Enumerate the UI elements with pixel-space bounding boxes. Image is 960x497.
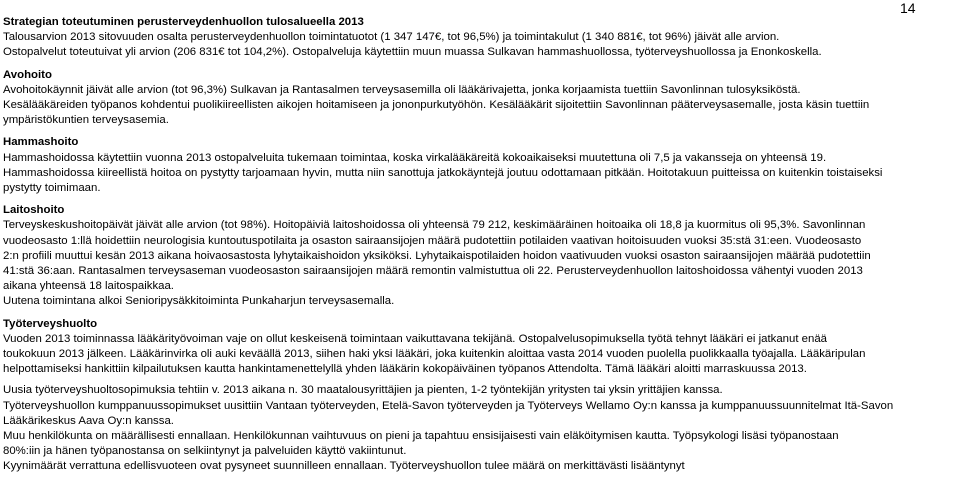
laitoshoito-line: 2:n profiili muuttui kesän 2013 aikana hoivaosastosta lyhytaikaishoidon yksiköksi. Lyhytaikaispotilaiden hoidon vaativuuden vuoksi osaston sairaansijojen määrää pudotettiin bbox=[3, 249, 871, 262]
section-heading-tyoterveyshuolto: Työterveyshuolto bbox=[3, 317, 98, 330]
tyoterveyshuolto-line: Vuoden 2013 toiminnassa lääkärityövoiman vaje on ollut keskeisenä toimintaan vaikuttavana tekijänä. Ostopalvelusopimuksella työtä tehnyt lääkäri ei jatkanut enää bbox=[3, 332, 827, 345]
section-heading-avohoito: Avohoito bbox=[3, 68, 52, 81]
hammashoito-line: Hammashoidossa käytettiin vuonna 2013 ostopalveluita tukemaan toimintaa, koska virkalääkäreitä kokoaikaiseksi muutettuna oli 7,5 ja vakansseja on yhteensä 19. bbox=[3, 151, 827, 164]
laitoshoito-line: aikana yhteensä 18 laitospaikkaa. bbox=[3, 280, 174, 293]
avohoito-line: Avohoitokäynnit jäivät alle arvion (tot 96,3%) Sulkavan ja Rantasalmen terveysasemilla oli lääkärivajetta, jonka korjaamista tuettiin Savonlinnan tulosyksiköstä. bbox=[3, 83, 801, 96]
avohoito-line: ympäristökuntien terveysasemia. bbox=[3, 114, 169, 127]
laitoshoito-line: 41:stä 36:aan. Rantasalmen terveysaseman vuodeosaston sairaansijojen määrä remontin valmistuttua oli 22. Perusterveydenhuollon laitoshoidossa vähentyi vuoden 2013 bbox=[3, 265, 863, 278]
document-body bbox=[3, 15, 955, 475]
tyoterveyshuolto-line: Työterveyshuollon kumppanuussopimukset uusittiin Vantaan työterveyden, Etelä-Savon työterveyden ja Työterveys Wellamo Oy:n kanssa ja kumppanuussuunnitelmat Itä-Savon bbox=[3, 399, 894, 412]
main-heading: Strategian toteutuminen perusterveydenhuollon tulosalueella 2013 bbox=[3, 16, 364, 28]
avohoito-line: Kesälääkäreiden työpanos kohdentui puolikiireellisten aikojen hoitamiseen ja jononpurkutyöhön. Kesälääkärit sijoitettiin Savonlinnan pääterveysasemalle, josta käsin tuettiin bbox=[3, 99, 870, 112]
laitoshoito-line: vuodeosasto 1:llä hoidettiin neurologisia kuntoutuspotilaita ja osaston sairaansijojen määrä pudotettiin potilaiden vaativan hoitoisuuden vuoksi 35:stä 31:een. Vuodeosasto bbox=[3, 234, 862, 247]
page-number: 14 bbox=[900, 0, 916, 16]
tyoterveyshuolto-line: Muu henkilökunta on määrällisesti ennallaan. Henkilökunnan vaihtuvuus on pieni ja tapahtuu ensisijaisesti vain eläköitymisen kautta. Työpsykologi lisäsi työpanostaan bbox=[3, 430, 839, 443]
section-heading-hammashoito: Hammashoito bbox=[3, 136, 79, 149]
tyoterveyshuolto-line: helpottamiseksi hankittiin kilpailutuksen kautta hankintamenettelyllä yhden lääkärin kokopäiväinen työpanos Attendolta. Tämä lääkäri aloitti marraskuussa 2013. bbox=[3, 363, 807, 376]
intro-line: Talousarvion 2013 sitovuuden osalta perusterveydenhuollon toimintatuotot (1 347 147€, tot 96,5%) ja toimintakulut (1 340 881€, tot 96%) jäivät alle arvion. bbox=[3, 31, 780, 44]
hammashoito-line: pystytty toimimaan. bbox=[3, 182, 101, 195]
intro-line: Ostopalvelut toteutuivat yli arvion (206 831€ tot 104,2%). Ostopalveluja käytettiin muun muassa Sulkavan hammashuollossa, työterveyshuollossa ja Enonkoskella. bbox=[3, 46, 822, 59]
tyoterveyshuolto-line: 80%:iin ja hänen työpanostansa on selkiintynyt ja palveluiden käyttö vakiintunut. bbox=[3, 445, 407, 458]
hammashoito-line: Hammashoidossa kiireellistä hoitoa on pystytty tarjoamaan hyvin, mutta niin sanottuja jatkokäyntejä joutuu odottamaan pitkään. Hoitotakuun puitteissa on kuitenkin toistaiseksi bbox=[3, 166, 883, 179]
laitoshoito-line: Uutena toimintana alkoi Senioripysäkkitoiminta Punkaharjun terveysasemalla. bbox=[3, 295, 395, 308]
tyoterveyshuolto-line: toukokuun 2013 jälkeen. Lääkärinvirka oli auki keväällä 2013, siihen haki yksi lääkäri, joka kuitenkin aloittaa vasta 2014 vuoden puolella puolikkaalla työajalla. Lääkäripulan bbox=[3, 348, 866, 361]
tyoterveyshuolto-line: Uusia työterveyshuoltosopimuksia tehtiin v. 2013 aikana n. 30 maatalousyrittäjien ja pienten, 1-2 työntekijän yritysten tai yksin yrittäjien kanssa. bbox=[3, 384, 723, 397]
tyoterveyshuolto-line: Lääkärikeskus Aava Oy:n kanssa. bbox=[3, 414, 174, 427]
section-heading-laitoshoito: Laitoshoito bbox=[3, 204, 65, 217]
laitoshoito-line: Terveyskeskushoitopäivät jäivät alle arvion (tot 98%). Hoitopäiviä laitoshoidossa oli yhteensä 79 212, keskimääräinen hoitoaika oli 18,8 ja kuormitus oli 95,3%. Savonlinnan bbox=[3, 219, 866, 232]
tyoterveyshuolto-line: Kyynimäärät verrattuna edellisvuoteen ovat pysyneet suunnilleen ennallaan. Työterveyshuollon tulee määrä on merkittävästi lisääntynyt bbox=[3, 460, 685, 473]
